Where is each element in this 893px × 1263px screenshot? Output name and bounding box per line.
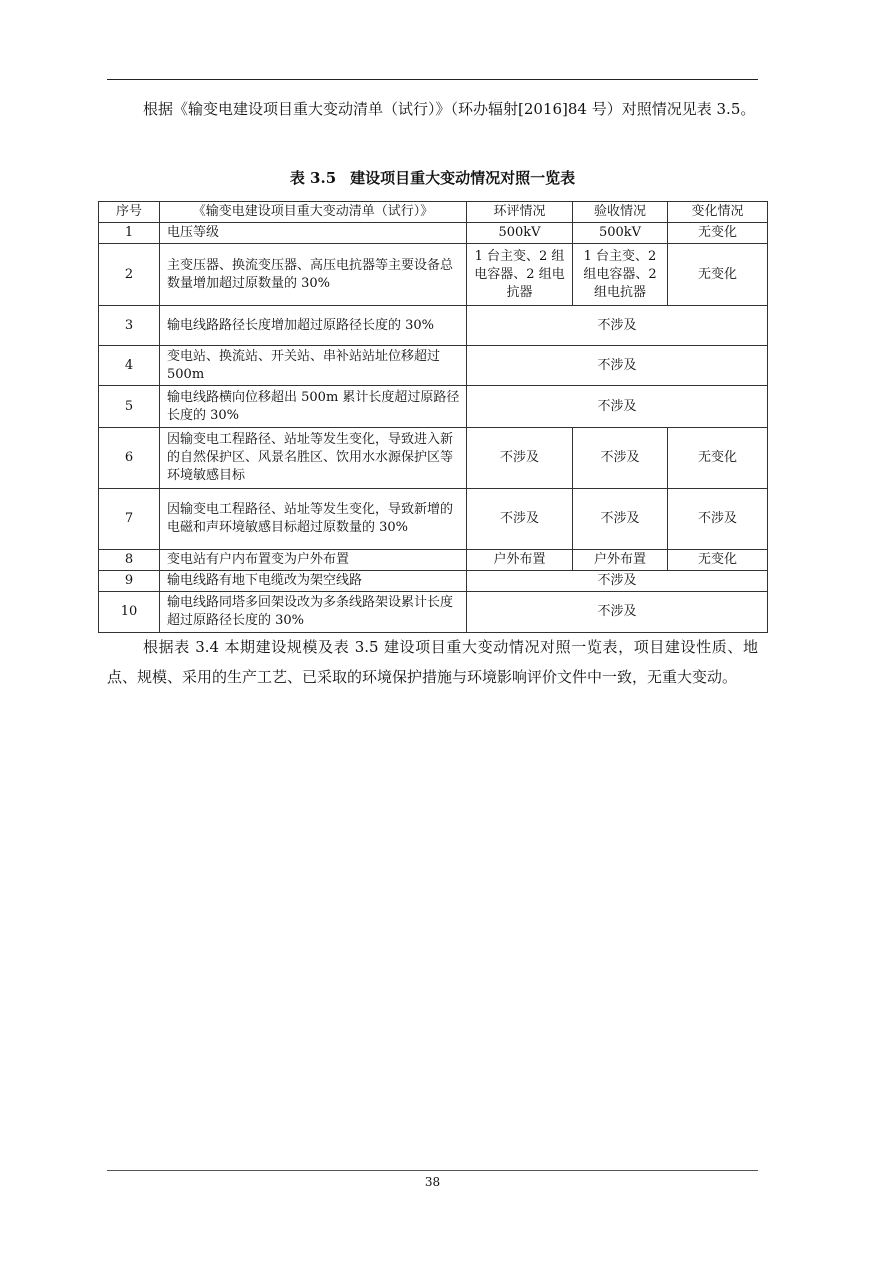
row-change: 无变化: [668, 550, 768, 571]
row-eia: 户外布置: [467, 550, 573, 571]
table-caption-number: 表 3.5: [289, 169, 337, 187]
row-change: 不涉及: [668, 489, 768, 550]
row-change: 无变化: [668, 244, 768, 306]
table-row: [99, 386, 768, 428]
row-no: 3: [99, 306, 160, 346]
header-rule: [107, 79, 758, 80]
row-merged-status: 不涉及: [467, 386, 768, 428]
row-no: 5: [99, 386, 160, 428]
major-change-comparison-table: [98, 201, 768, 633]
conclusion-paragraph: 根据表 3.4 本期建设规模及表 3.5 建设项目重大变动情况对照一览表，项目建设性质、地点、规模、采用的生产工艺、已采取的环境保护措施与环境影响评价文件中一致，无重大变动。: [107, 638, 758, 686]
table-row: [99, 489, 768, 550]
row-acceptance: 户外布置: [573, 550, 668, 571]
table-caption-title: 建设项目重大变动情况对照一览表: [350, 169, 576, 187]
row-no: 7: [99, 489, 160, 550]
table-row: [99, 244, 768, 306]
table-row: [99, 550, 768, 571]
page-number: 38: [424, 1175, 441, 1189]
row-no: 4: [99, 346, 160, 386]
table-row: [99, 306, 768, 346]
table-caption: [107, 166, 758, 190]
row-item: 输电线路横向位移超出 500m 累计长度超过原路径长度的 30%: [160, 386, 467, 428]
row-change: 无变化: [668, 428, 768, 489]
footer-rule: [107, 1170, 758, 1171]
row-item: 电压等级: [160, 223, 467, 244]
row-acceptance: 不涉及: [573, 428, 668, 489]
row-item: 因输变电工程路径、站址等发生变化，导致新增的电磁和声环境敏感目标超过原数量的 30%: [160, 489, 467, 550]
row-merged-status: 不涉及: [467, 571, 768, 592]
header-change: 变化情况: [668, 202, 768, 223]
row-no: 10: [99, 592, 160, 633]
intro-paragraph: 根据《输变电建设项目重大变动清单（试行）》（环办辐射[2016]84 号）对照情况见表 3.5。: [143, 100, 756, 118]
row-eia: 500kV: [467, 223, 573, 244]
row-item: 变电站有户内布置变为户外布置: [160, 550, 467, 571]
row-item: 因输变电工程路径、站址等发生变化，导致进入新的自然保护区、风景名胜区、饮用水水源保护区等环境敏感目标: [160, 428, 467, 489]
header-eia: 环评情况: [467, 202, 573, 223]
table-header-row: [99, 202, 768, 223]
row-no: 1: [99, 223, 160, 244]
row-item: 输电线路同塔多回架设改为多条线路架设累计长度超过原路径长度的 30%: [160, 592, 467, 633]
table-row: [99, 223, 768, 244]
row-change: 无变化: [668, 223, 768, 244]
row-merged-status: 不涉及: [467, 592, 768, 633]
header-acceptance: 验收情况: [573, 202, 668, 223]
row-no: 2: [99, 244, 160, 306]
header-item: 《输变电建设项目重大变动清单（试行）》: [160, 202, 467, 223]
row-eia: 不涉及: [467, 428, 573, 489]
table-row: [99, 571, 768, 592]
row-merged-status: 不涉及: [467, 306, 768, 346]
table-row: [99, 428, 768, 489]
row-item: 变电站、换流站、开关站、串补站站址位移超过 500m: [160, 346, 467, 386]
row-acceptance: 不涉及: [573, 489, 668, 550]
table-row: [99, 592, 768, 633]
row-merged-status: 不涉及: [467, 346, 768, 386]
row-item: 输电线路有地下电缆改为架空线路: [160, 571, 467, 592]
row-no: 8: [99, 550, 160, 571]
row-no: 6: [99, 428, 160, 489]
row-no: 9: [99, 571, 160, 592]
table-row: [99, 346, 768, 386]
row-acceptance: 500kV: [573, 223, 668, 244]
header-no: 序号: [99, 202, 160, 223]
row-eia: 不涉及: [467, 489, 573, 550]
row-item: 输电线路路径长度增加超过原路径长度的 30%: [160, 306, 467, 346]
row-item: 主变压器、换流变压器、高压电抗器等主要设备总数量增加超过原数量的 30%: [160, 244, 467, 306]
row-eia: 1 台主变、2 组电容器、2 组电抗器: [467, 244, 573, 306]
row-acceptance: 1 台主变、2 组电容器、2 组电抗器: [573, 244, 668, 306]
